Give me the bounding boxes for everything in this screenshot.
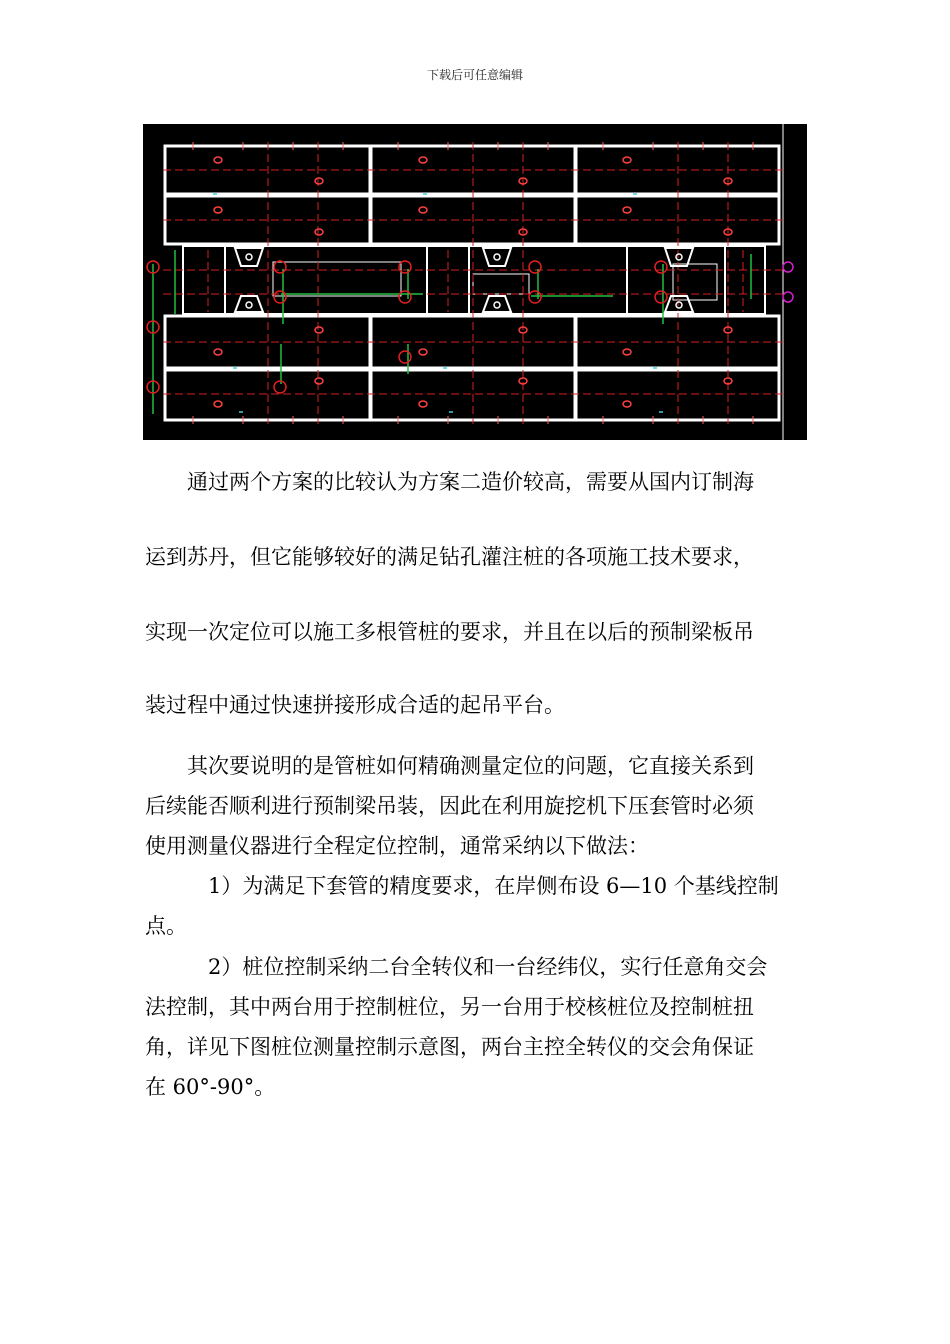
paragraph-4: 装过程中通过快速拼接形成合适的起吊平台。 [145,693,565,717]
paragraph-3: 实现一次定位可以施工多根管桩的要求，并且在以后的预制梁板吊 [145,620,754,644]
paragraph-2: 运到苏丹，但它能够较好的满足钻孔灌注桩的各项施工技术要求， [145,545,754,569]
paragraph-12: 角，详见下图桩位测量控制示意图，两台主控全转仪的交会角保证 [145,1035,754,1059]
header-note: 下载后可任意编辑 [426,68,523,82]
paragraph-6: 后续能否顺利进行预制梁吊装，因此在利用旋挖机下压套管时必须 [145,794,754,818]
brackets [235,248,693,312]
top-panels [165,146,779,244]
paragraph-8: 1）为满足下套管的精度要求，在岸侧布设 6—10 个基线控制 [145,874,779,898]
pile-platform-cad-drawing [143,124,807,440]
paragraph-5: 其次要说明的是管桩如何精确测量定位的问题，它直接关系到 [145,754,754,778]
paragraph-13: 在 60°-90°。 [145,1075,276,1099]
paragraph-1: 通过两个方案的比较认为方案二造价较高，需要从国内订制海 [145,470,754,494]
cad-drawing-svg [143,124,807,440]
paragraph-9: 点。 [145,914,187,938]
paragraph-10: 2）桩位控制采纳二台全转仪和一台经纬仪，实行任意角交会 [145,955,768,979]
green-lines [153,250,751,414]
magenta-circles [783,262,793,302]
paragraph-11: 法控制，其中两台用于控制桩位，另一台用于校核桩位及控制桩扭 [145,995,754,1019]
bottom-panels [165,316,779,420]
paragraph-7: 使用测量仪器进行全程定位控制，通常采纳以下做法： [145,834,649,858]
